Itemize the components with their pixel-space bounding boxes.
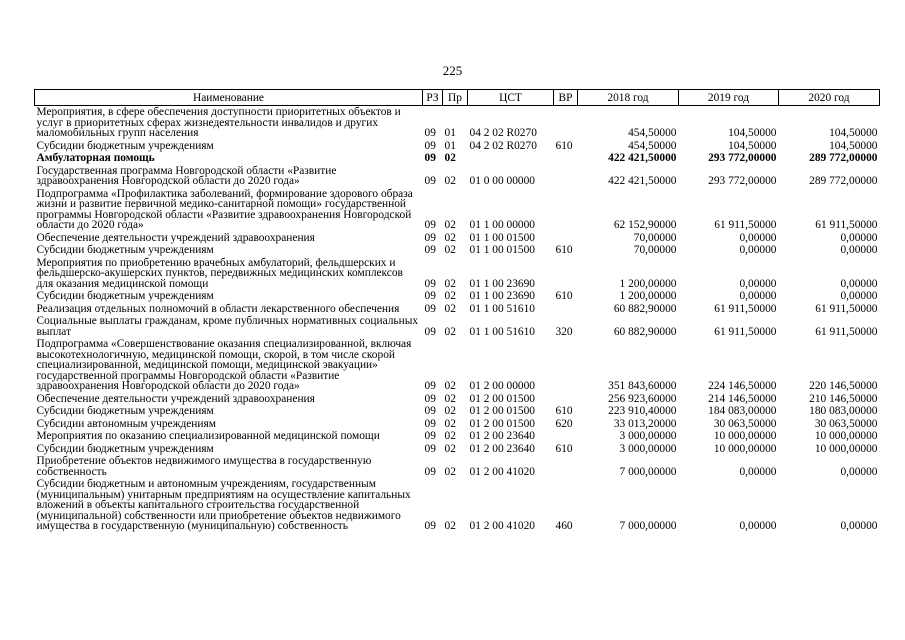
cell-2018: 1 200,00000 [619,290,677,302]
cell-pr: 02 [444,152,456,164]
cell-vr [554,303,578,316]
cell-vr [554,338,578,393]
cell-2019: 0,00000 [739,465,777,478]
cell-rz: 09 [424,139,436,152]
cell-name: Субсидии бюджетным учреждениям [36,442,214,455]
cell-2018: 454,50000 [628,139,677,152]
cell-rz: 09 [424,290,436,302]
table-row [35,290,880,303]
table-row [35,140,880,153]
cell-2018: 223 910,40000 [608,405,677,417]
cell-vr [554,430,578,443]
cell-pr: 02 [444,277,456,290]
cell-name: Мероприятия по оказанию специализированной медицинской помощи [36,430,380,442]
cell-2019: 30 063,50000 [713,417,777,430]
cell-name: Государственная программа Новгородской области «Развитие здравоохранения Новгородской области до 2020 года» [36,164,337,187]
cell-2018: 70,00000 [633,244,677,256]
cell-vr: 610 [555,244,573,256]
cell-2018: 3 000,00000 [619,442,677,455]
cell-2020: 61 911,50000 [815,302,878,315]
cell-rz: 09 [424,465,436,478]
cell-2020: 0,00000 [840,290,878,302]
cell-cst: 01 1 00 00000 [469,219,535,231]
cell-2019: 0,00000 [739,277,777,290]
table-row [35,478,880,533]
cell-pr: 02 [444,231,456,244]
cell-rz: 09 [424,325,436,338]
cell-2018: 351 843,60000 [608,380,677,392]
cell-2019: 214 146,50000 [708,392,777,405]
header-2020: 2020 год [779,90,880,106]
cell-2018: 7 000,00000 [619,465,677,478]
cell-pr: 02 [444,430,456,442]
cell-cst: 01 2 00 01500 [469,417,535,430]
cell-cst: 01 2 00 00000 [469,380,535,392]
cell-vr: 460 [555,520,573,532]
cell-pr: 02 [444,244,456,256]
cell-rz: 09 [424,231,436,244]
cell-2018: 62 152,90000 [613,219,677,231]
cell-name: Субсидии бюджетным учреждениям [36,244,214,256]
cell-rz: 09 [424,244,436,256]
cell-name: Субсидии бюджетным учреждениям [36,290,214,302]
table-row [35,315,880,338]
cell-2019: 293 772,00000 [708,175,777,187]
cell-pr: 02 [444,405,456,417]
cell-2019: 0,00000 [739,290,777,302]
header-name: Наименование [35,90,423,106]
cell-name: Мероприятия, в сфере обеспечения доступности приоритетных объектов и услуг в приоритетных сферах жизнедеятельности инвалидов и других маломобильных групп населения [36,106,401,139]
budget-table [34,89,880,533]
cell-2019: 61 911,50000 [714,219,777,231]
cell-pr: 02 [444,417,456,430]
cell-2020: 104,50000 [829,127,878,139]
cell-vr: 320 [555,325,573,338]
cell-2019: 0,00000 [739,520,777,532]
cell-vr [554,257,578,291]
cell-2018: 422 421,50000 [608,152,677,164]
table-row [35,418,880,431]
cell-cst: 01 2 00 23640 [469,442,535,455]
cell-name: Социальные выплаты гражданам, кроме публичных нормативных социальных выплат [36,315,419,338]
cell-pr: 01 [444,127,456,139]
table-row [35,338,880,393]
cell-2019: 0,00000 [739,231,777,244]
cell-2020: 0,00000 [840,231,878,244]
cell-pr: 02 [444,465,456,478]
cell-rz: 09 [424,152,436,164]
cell-name: Подпрограмма «Профилактика заболеваний, формирование здорового образа жизни и развитие первичной медико-санитарной помощи» государственной программы Новгородской области «Развитие здравоохранения Новгородской области до 2020 года» [36,187,413,231]
cell-2018: 422 421,50000 [608,175,677,187]
cell-2020: 61 911,50000 [815,325,878,338]
cell-rz: 09 [424,442,436,455]
cell-cst: 01 0 00 00000 [469,175,535,187]
cell-2018: 3 000,00000 [619,430,677,442]
cell-pr: 02 [444,302,456,315]
cell-pr: 02 [444,290,456,302]
table-row [35,443,880,456]
cell-rz: 09 [424,127,436,139]
cell-cst: 01 2 00 01500 [469,405,535,417]
cell-2018: 70,00000 [633,231,677,244]
header-2019: 2019 год [679,90,779,106]
cell-2020: 0,00000 [840,520,878,532]
cell-vr [554,165,578,188]
cell-cst: 01 1 00 23690 [469,290,535,302]
cell-name: Подпрограмма «Совершенствование оказания специализированной, включая высокотехнологичную, медицинской помощи, скорой, в том числе скорой специализированной, медицинской помощи, медицинской эвакуации» государственной программы Новгородской области «Развитие здравоохранения Новгородской области до 2020 года» [36,338,412,392]
cell-2018: 33 013,20000 [613,417,677,430]
cell-name: Мероприятия по приобретению врачебных амбулаторий, фельдшерских и фельдшерско-акушерских пунктов, передвижных медицинских комплексов для оказания медицинской помощи [36,256,403,290]
cell-cst: 01 2 00 01500 [469,392,535,405]
cell-cst: 04 2 02 R0270 [469,127,537,139]
cell-rz: 09 [424,175,436,187]
cell-2020: 210 146,50000 [809,392,878,405]
cell-cst: 04 2 02 R0270 [469,139,537,152]
header-pr: Пр [443,90,468,106]
cell-2019: 224 146,50000 [708,380,777,392]
cell-pr: 02 [444,219,456,231]
cell-name: Обеспечение деятельности учреждений здравоохранения [36,392,315,405]
cell-2020: 0,00000 [840,277,878,290]
cell-2020: 10 000,00000 [814,442,878,455]
cell-cst [468,152,554,165]
cell-rz: 09 [424,380,436,392]
cell-2018: 7 000,00000 [619,520,677,532]
cell-vr [554,152,578,165]
cell-pr: 02 [444,392,456,405]
table-row [35,188,880,232]
cell-vr: 610 [555,405,573,417]
cell-cst: 01 1 00 51610 [469,302,535,315]
cell-2020: 61 911,50000 [815,219,878,231]
table-row [35,405,880,418]
cell-2019: 10 000,00000 [713,442,777,455]
cell-2020: 220 146,50000 [809,380,878,392]
table-header-row [35,90,880,106]
cell-pr: 02 [444,325,456,338]
cell-2018: 1 200,00000 [619,277,677,290]
cell-rz: 09 [424,430,436,442]
cell-2018: 256 923,60000 [608,392,677,405]
cell-pr: 02 [444,380,456,392]
cell-pr: 02 [444,520,456,532]
cell-2019: 0,00000 [739,244,777,256]
page-number: 225 [442,63,463,78]
cell-2020: 0,00000 [840,465,878,478]
cell-name: Обеспечение деятельности учреждений здравоохранения [36,231,315,244]
cell-rz: 09 [424,520,436,532]
table-row [35,232,880,245]
cell-2019: 104,50000 [728,139,777,152]
cell-cst: 01 1 00 23690 [469,277,535,290]
cell-name: Амбулаторная помощь [36,152,155,164]
cell-vr [554,106,578,140]
header-vr: ВР [554,90,578,106]
cell-2019: 104,50000 [728,127,777,139]
cell-name: Приобретение объектов недвижимого имущества в государственную собственность [36,455,372,478]
cell-vr: 610 [555,139,573,152]
cell-name: Субсидии бюджетным учреждениям [36,139,214,152]
cell-pr: 02 [444,175,456,187]
cell-cst: 01 1 00 01500 [469,231,535,244]
cell-rz: 09 [424,392,436,405]
table-row [35,455,880,478]
table-row [35,106,880,140]
cell-rz: 09 [424,405,436,417]
table-row [35,152,880,165]
cell-cst: 01 1 00 01500 [469,244,535,256]
cell-2020: 0,00000 [840,244,878,256]
header-2018: 2018 год [578,90,679,106]
cell-2020: 289 772,00000 [809,175,878,187]
cell-2019: 61 911,50000 [714,302,777,315]
cell-2018: 454,50000 [628,127,677,139]
table-row [35,393,880,406]
cell-2020: 30 063,50000 [814,417,878,430]
cell-pr: 01 [444,139,456,152]
cell-2019: 10 000,00000 [713,430,777,442]
cell-vr: 610 [555,442,573,455]
cell-rz: 09 [424,219,436,231]
cell-rz: 09 [424,277,436,290]
cell-2018: 60 882,90000 [613,302,677,315]
cell-pr: 02 [444,442,456,455]
cell-vr [554,232,578,245]
cell-cst: 01 2 00 23640 [469,430,535,442]
cell-vr [554,188,578,232]
cell-2019: 61 911,50000 [714,325,777,338]
cell-name: Реализация отдельных полномочий в области лекарственного обеспечения [36,302,400,315]
cell-2020: 10 000,00000 [814,430,878,442]
table-row [35,165,880,188]
cell-2019: 293 772,00000 [708,152,777,164]
cell-2020: 180 083,00000 [809,405,878,417]
cell-vr: 610 [555,290,573,302]
header-cst: ЦСТ [468,90,554,106]
table-row [35,257,880,291]
cell-name: Субсидии бюджетным и автономным учреждениям, государственным (муниципальным) унитарным предприятиям на осуществление капитальных вложений в объекты капитального строительства государственной (муниципальной) собственности или приобретение объектов недвижимого имущества в государственную (муниципальную) собственность [36,478,411,532]
cell-2020: 289 772,00000 [809,152,878,164]
cell-name: Субсидии бюджетным учреждениям [36,405,214,417]
cell-vr [554,455,578,478]
table-body [35,106,880,533]
cell-name: Субсидии автономным учреждениям [36,417,216,430]
header-rz: РЗ [423,90,443,106]
cell-cst: 01 1 00 51610 [469,325,535,338]
cell-rz: 09 [424,417,436,430]
cell-2020: 104,50000 [829,139,878,152]
cell-2019: 184 083,00000 [708,405,777,417]
table-row [35,303,880,316]
cell-vr: 620 [555,417,573,430]
table-row [35,244,880,257]
cell-cst: 01 2 00 41020 [469,520,535,532]
cell-vr [554,393,578,406]
cell-2018: 60 882,90000 [613,325,677,338]
table-row [35,430,880,443]
cell-rz: 09 [424,302,436,315]
cell-cst: 01 2 00 41020 [469,465,535,478]
